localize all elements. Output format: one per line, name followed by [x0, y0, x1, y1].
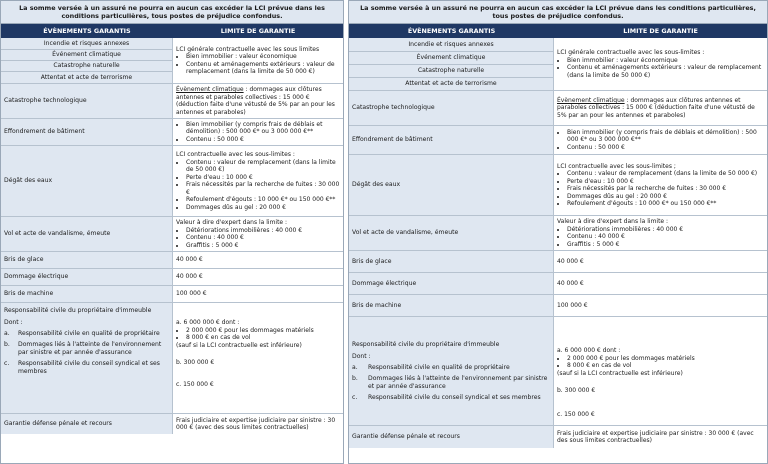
row-group-lci: [349, 38, 767, 91]
rc-c-value: c. 150 000 €: [557, 410, 595, 418]
list-item: • 2 000 000 € pour les dommages matériels: [186, 327, 340, 335]
limit-defense: Frais judiciaire et expertise judiciaire par sinistre : 30 000 € (avec des sous limites contractuelles): [176, 416, 336, 431]
event-effondrement: Effondrement de bâtiment: [349, 126, 554, 154]
rc-letter-b: b.: [352, 374, 358, 382]
table-row: [1, 252, 343, 269]
table-row: [1, 303, 343, 414]
list-item: • Bien immobilier (y compris frais de déblais et démolition) : 500 000 €* ou 3 000 000 €**: [186, 121, 340, 136]
table-row: [1, 286, 343, 303]
rc-dont: Dont :: [4, 319, 23, 326]
limit-effondrement: [173, 119, 343, 145]
rc-a-note: (sauf si la LCI contractuelle est inférieure): [557, 369, 683, 377]
table-row: [349, 317, 767, 426]
limit-domelec: 40 000 €: [176, 273, 203, 281]
event-glace: Bris de glace: [1, 252, 173, 268]
clim-text: : dommages aux clôtures antennes et paraboles collectives : 15 000 € (déduction faite d'une vétusté de 5% par an pour les antennes et paraboles): [557, 96, 755, 119]
rc-sub-b: Dommages liés à l'atteinte de l'environnement par sinistre et par année d'assurance: [368, 374, 548, 390]
event-incendie: Incendie et risques annexes: [1, 38, 173, 49]
event-defense: Garantie défense pénale et recours: [349, 426, 554, 448]
lci-text: LCI générale contractuelle avec les sous limites: [176, 45, 320, 53]
rc-b-value: b. 300 000 €: [557, 387, 596, 394]
list-item: • Contenu : valeur de remplacement (dans la limite de 50 000 €): [567, 170, 764, 178]
limit-defense: Frais judiciaire et expertise judiciaire par sinistre : 30 000 € (avec des sous limites contractuelles): [557, 429, 754, 444]
list-item: • Refoulement d'égouts : 10 000 €* ou 150 000 €**: [567, 200, 764, 208]
clim-underline: Évènement climatique: [176, 86, 244, 93]
limit-rc: [173, 303, 343, 413]
list-item: • Frais nécessités par la recherche de fuites : 30 000 €: [186, 181, 340, 196]
limit-degat: [173, 146, 343, 216]
list-item: • Dommages dûs au gel : 20 000 €: [567, 193, 764, 201]
list-item: • Refoulement d'égouts : 10 000 €* ou 150 000 €**: [186, 196, 340, 204]
rc-sub-a: Responsabilité civile en qualité de propriétaire: [18, 330, 160, 337]
rc-title: Responsabilité civile du propriétaire d'immeuble: [4, 307, 152, 314]
limit-techno: [173, 84, 343, 118]
event-machine: Bris de machine: [349, 295, 554, 316]
rc-letter-a: a.: [4, 330, 10, 337]
banner: La somme versée à un assuré ne pourra en aucun cas excéder la LCI prévue dans les conditions particulières, tous postes de préjudice confondus.: [349, 1, 767, 24]
rc-title: Responsabilité civile du propriétaire d'immeuble: [352, 340, 500, 348]
limit-rc: [554, 317, 767, 425]
header-limits: LIMITE DE GARANTIE: [220, 27, 296, 35]
banner: La somme versée à un assuré ne pourra en aucun cas excéder la LCI prévue dans les conditions particulières, tous postes de préjudice confondus.: [1, 1, 343, 24]
list-item: • 8 000 € en cas de vol: [567, 362, 764, 370]
table-row: [1, 146, 343, 217]
table-row: [349, 91, 767, 126]
table-row: [349, 273, 767, 295]
limit-vol: [554, 216, 767, 250]
limit-techno: [554, 91, 767, 125]
event-effondrement: Effondrement de bâtiment: [1, 119, 173, 145]
event-rc: [349, 317, 554, 425]
rc-a-value: a. 6 000 000 € dont :: [557, 347, 621, 354]
event-catnat: Catastrophe naturelle: [1, 60, 173, 71]
event-rc: [1, 303, 173, 413]
clim-text: : dommages aux clôtures antennes et paraboles collectives : 15 000 € (déduction faite d'une vétusté de 5% par an pour les antennes et paraboles): [176, 86, 335, 116]
event-techno: Catastrophe technologique: [1, 84, 173, 118]
rc-sub-c: Responsabilité civile du conseil syndical et ses membres: [368, 393, 541, 401]
vol-text: Valeur à dire d'expert dans la limite :: [176, 219, 288, 226]
event-vol: Vol et acte de vandalisme, émeute: [349, 216, 554, 250]
table-row: [349, 155, 767, 216]
limit-degat: [554, 155, 767, 215]
rc-letter-b: b.: [4, 341, 10, 348]
event-vol: Vol et acte de vandalisme, émeute: [1, 217, 173, 251]
list-item: • Bien immobilier : valeur économique: [567, 57, 764, 65]
list-item: • Frais nécessités par la recherche de fuites : 30 000 €: [567, 185, 764, 193]
right-table: [348, 0, 768, 464]
list-item: • Bien immobilier : valeur économique: [186, 53, 340, 61]
table-row: [349, 295, 767, 317]
list-item: • Détériorations immobilières : 40 000 €: [186, 227, 340, 235]
list-item: • Contenu : 50 000 €: [567, 144, 764, 152]
list-item: • Contenu : 50 000 €: [186, 136, 340, 144]
event-machine: Bris de machine: [1, 286, 173, 302]
table-row: [349, 251, 767, 273]
rc-dont: Dont :: [352, 352, 371, 360]
limit-vol: [173, 217, 343, 251]
event-defense: Garantie défense pénale et recours: [1, 414, 173, 434]
event-attentat: Attentat et acte de terrorisme: [1, 71, 173, 83]
rc-sub-b: Dommages liés à l'atteinte de l'environnement par sinistre et par année d'assurance: [18, 341, 162, 356]
table-row: [1, 84, 343, 119]
event-catnat: Catastrophe naturelle: [349, 64, 554, 77]
limit-glace: 40 000 €: [557, 257, 584, 265]
table-row: [349, 126, 767, 155]
limit-lci: [554, 38, 767, 90]
rc-sub-c: Responsabilité civile du conseil syndical et ses membres: [18, 360, 160, 375]
table-row: [349, 426, 767, 448]
lci-text: LCI générale contractuelle avec les sous-limites :: [557, 49, 705, 56]
rc-b-value: b. 300 000 €: [176, 359, 215, 366]
event-incendie: Incendie et risques annexes: [349, 38, 554, 51]
vol-text: Valeur à dire d'expert dans la limite :: [557, 218, 669, 225]
rc-a-note: (sauf si la LCI contractuelle est inférieure): [176, 341, 302, 349]
event-attentat: Attentat et acte de terrorisme: [349, 77, 554, 90]
rc-letter-c: c.: [352, 393, 358, 401]
list-item: • 8 000 € en cas de vol: [186, 334, 340, 342]
left-table: [0, 0, 344, 464]
table-row: [1, 414, 343, 434]
table-row: [349, 216, 767, 251]
limit-machine: 100 000 €: [176, 290, 207, 298]
limit-machine: 100 000 €: [557, 301, 588, 309]
limit-effondrement: [554, 126, 767, 154]
list-item: • Perte d'eau : 10 000 €: [186, 174, 340, 182]
header-events: ÉVÈNEMENTS GARANTIS: [43, 27, 131, 35]
list-item: • Bien immobilier (y compris frais de déblais et démolition) : 500 000 €* ou 3 000 000 €**: [567, 129, 764, 144]
clim-underline: Évènement climatique: [557, 96, 625, 104]
list-item: • Contenu : valeur de remplacement (dans la limite de 50 000 €): [186, 159, 340, 174]
degat-text: LCI contractuelle avec les sous-limites ;: [557, 162, 676, 170]
row-group-lci: [1, 38, 343, 84]
event-climatique: Événement climatique: [1, 49, 173, 60]
list-item: • Dommages dûs au gel : 20 000 €: [186, 204, 340, 212]
table-row: [1, 217, 343, 252]
limit-lci: [173, 38, 343, 83]
list-item: • Perte d'eau : 10 000 €: [567, 178, 764, 186]
table-header: [349, 24, 767, 38]
rc-sub-a: Responsabilité civile en qualité de propriétaire: [368, 363, 510, 371]
list-item: • 2 000 000 € pour les dommages matériels: [567, 355, 764, 363]
lci-list: [176, 53, 340, 76]
degat-text: LCI contractuelle avec les sous-limites :: [176, 151, 295, 158]
list-item: • Graffitis : 5 000 €: [567, 241, 764, 249]
list-item: • Contenu : 40 000 €: [186, 234, 340, 242]
event-climatique: Événement climatique: [349, 51, 554, 64]
limit-glace: 40 000 €: [176, 256, 203, 264]
list-item: • Contenu et aménagements extérieurs : valeur de remplacement (dans la limite de 50 000 €): [186, 61, 340, 76]
rc-letter-c: c.: [4, 360, 10, 367]
header-events: ÉVÈNEMENTS GARANTIS: [407, 27, 496, 35]
event-domelec: Dommage électrique: [1, 269, 173, 285]
table-row: [1, 119, 343, 146]
limit-domelec: 40 000 €: [557, 279, 584, 287]
event-domelec: Dommage électrique: [349, 273, 554, 294]
rc-a-value: a. 6 000 000 € dont :: [176, 319, 240, 326]
list-item: • Contenu et aménagements extérieurs : valeur de remplacement (dans la limite de 50 000 €): [567, 64, 764, 79]
table-header: [1, 24, 343, 38]
event-glace: Bris de glace: [349, 251, 554, 272]
event-techno: Catastrophe technologique: [349, 91, 554, 125]
rc-c-value: c. 150 000 €: [176, 380, 214, 388]
event-degat: Dégât des eaux: [1, 146, 173, 216]
list-item: • Graffitis : 5 000 €: [186, 242, 340, 250]
list-item: • Contenu : 40 000 €: [567, 233, 764, 241]
event-degat: Dégât des eaux: [349, 155, 554, 215]
rc-letter-a: a.: [352, 363, 358, 371]
table-row: [1, 269, 343, 286]
list-item: • Détériorations immobilières : 40 000 €: [567, 226, 764, 234]
header-limits: LIMITE DE GARANTIE: [623, 27, 698, 35]
